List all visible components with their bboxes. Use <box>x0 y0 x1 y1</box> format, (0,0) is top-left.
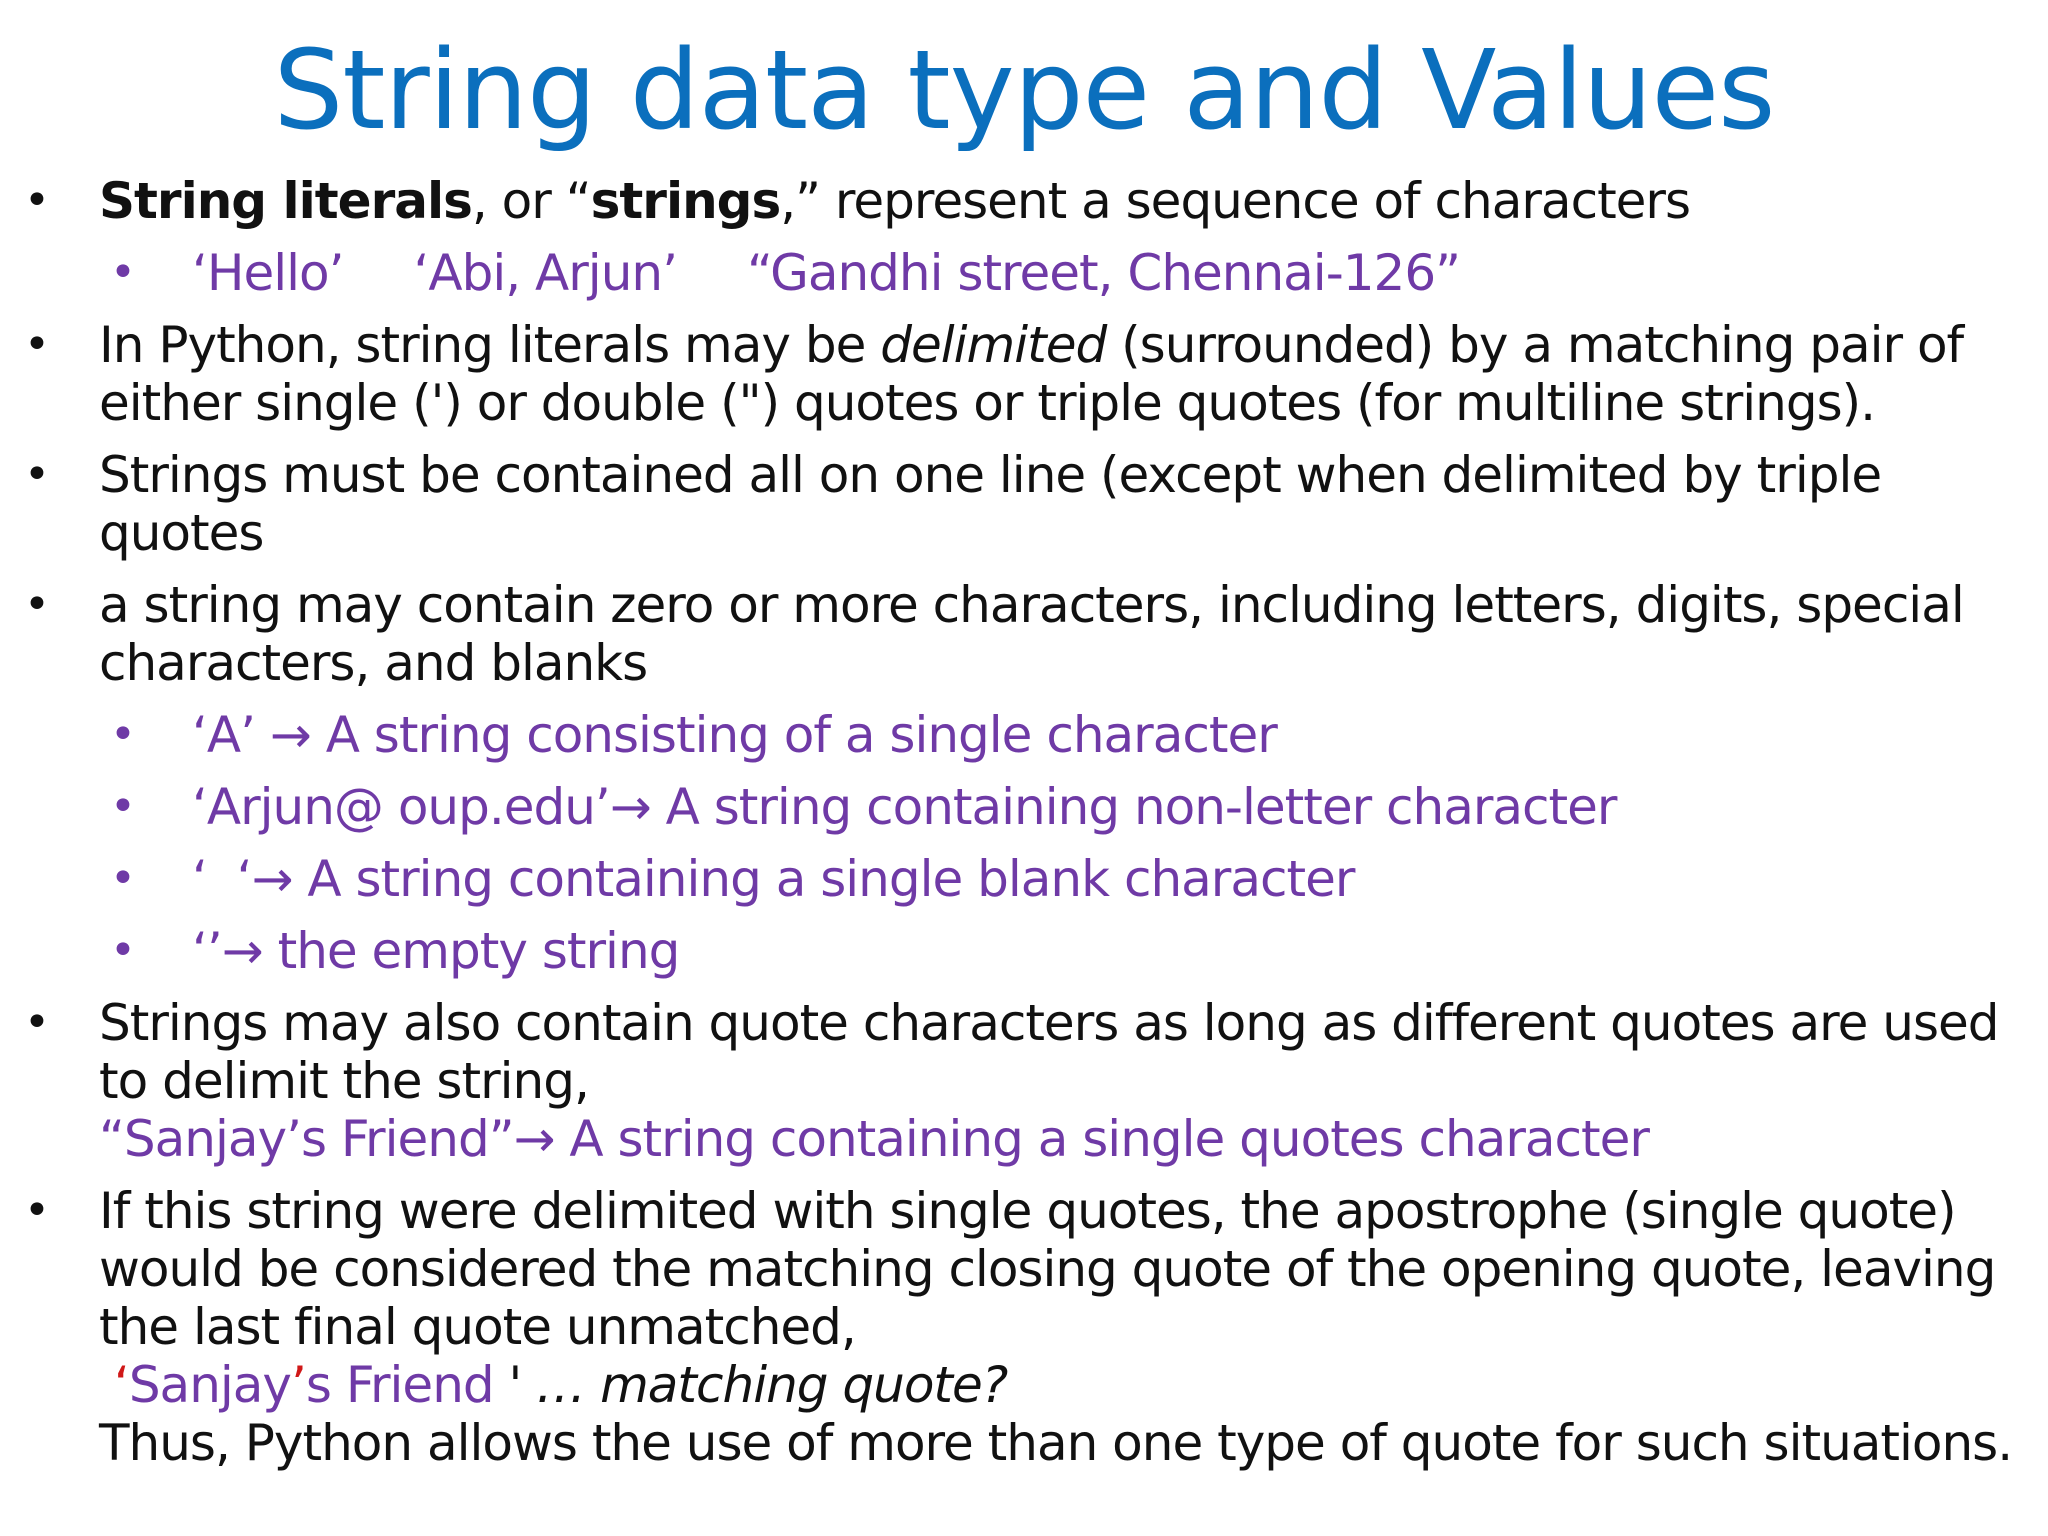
bullet-dot-icon: • <box>110 247 135 298</box>
slide-body <box>24 172 2034 1486</box>
sub-bullet-blank <box>24 850 2034 908</box>
text-quote-characters: Strings may also contain quote characters as long as different quotes are used to delimit the string, <box>99 994 1999 1110</box>
bold-strings: strings <box>590 172 781 230</box>
bullet-string-literals <box>24 172 2034 230</box>
example-sanjay-line <box>99 1110 2034 1168</box>
example-unmatched-line <box>99 1356 2034 1414</box>
bold-string-literals: String literals <box>99 172 472 230</box>
bullet-dot-icon: • <box>24 319 49 370</box>
conclusion-line: Thus, Python allows the use of more than one type of quote for such situations. <box>99 1414 2013 1472</box>
description: A string consisting of a single character <box>310 706 1277 764</box>
bullet-one-line <box>24 446 2034 562</box>
text-one-line: Strings must be contained all on one line (except when delimited by triple quotes <box>99 446 1882 562</box>
name-part-1: Sanjay <box>128 1356 292 1414</box>
arrow-right-icon: → <box>513 1110 555 1168</box>
quote-mid: ’ <box>291 1356 306 1414</box>
description: the empty string <box>262 922 680 980</box>
text-zero-or-more: a string may contain zero or more characters, including letters, digits, special characters, and blanks <box>99 576 1964 692</box>
literal: ‘A’ <box>192 706 270 764</box>
quote-close: ' <box>493 1356 537 1414</box>
literal: ‘ ‘ <box>192 850 252 908</box>
sub-bullet-examples <box>24 244 2034 302</box>
sub-bullet-single-char <box>24 706 2034 764</box>
example-abi-arjun: ‘Abi, Arjun’ <box>413 244 677 302</box>
text-surrounded: (surrounded) by a matching pair of either single (') or double (") quotes or triple quotes (for multiline strings). <box>99 316 1964 432</box>
bullet-dot-icon: • <box>110 853 135 904</box>
text-in-python: In Python, string literals may be <box>99 316 881 374</box>
literal: ‘’ <box>192 922 222 980</box>
bullet-single-quotes <box>24 1182 2034 1472</box>
literal: ‘Arjun@ oup.edu’ <box>192 778 610 836</box>
arrow-right-icon: → <box>251 850 293 908</box>
example-description: A string containing a single quotes character <box>554 1110 1649 1168</box>
matching-quote-question: … matching quote? <box>536 1356 1008 1414</box>
name-part-2: s Friend <box>305 1356 494 1414</box>
bullet-zero-or-more <box>24 576 2034 692</box>
bullet-dot-icon: • <box>24 579 49 630</box>
example-hello: ‘Hello’ <box>192 244 344 302</box>
bullet-dot-icon: • <box>24 175 49 226</box>
italic-delimited: delimited <box>880 316 1107 374</box>
arrow-right-icon: → <box>221 922 263 980</box>
bullet-dot-icon: • <box>110 709 135 760</box>
bullet-dot-icon: • <box>110 781 135 832</box>
slide-title: String data type and Values <box>273 26 1775 154</box>
bullet-quote-characters <box>24 994 2034 1168</box>
description: A string containing a single blank character <box>292 850 1355 908</box>
arrow-right-icon: → <box>609 778 651 836</box>
text-represent: ,” represent a sequence of characters <box>780 172 1691 230</box>
example-gandhi-street: “Gandhi street, Chennai-126” <box>746 244 1461 302</box>
bullet-dot-icon: • <box>110 925 135 976</box>
example-literal: “Sanjay’s Friend” <box>99 1110 514 1168</box>
sub-bullet-non-letter <box>24 778 2034 836</box>
arrow-right-icon: → <box>269 706 311 764</box>
description: A string containing non-letter character <box>650 778 1617 836</box>
text-or: , or “ <box>471 172 591 230</box>
bullet-dot-icon: • <box>24 1185 49 1236</box>
bullet-dot-icon: • <box>24 449 49 500</box>
bullet-dot-icon: • <box>24 997 49 1048</box>
bullet-delimited <box>24 316 2034 432</box>
quote-open: ‘ <box>113 1356 129 1414</box>
text-single-quotes: If this string were delimited with single quotes, the apostrophe (single quote) would be considered the matching closing quote of the opening quote, leaving the last final quote unmatched, <box>99 1182 1996 1356</box>
sub-bullet-empty <box>24 922 2034 980</box>
